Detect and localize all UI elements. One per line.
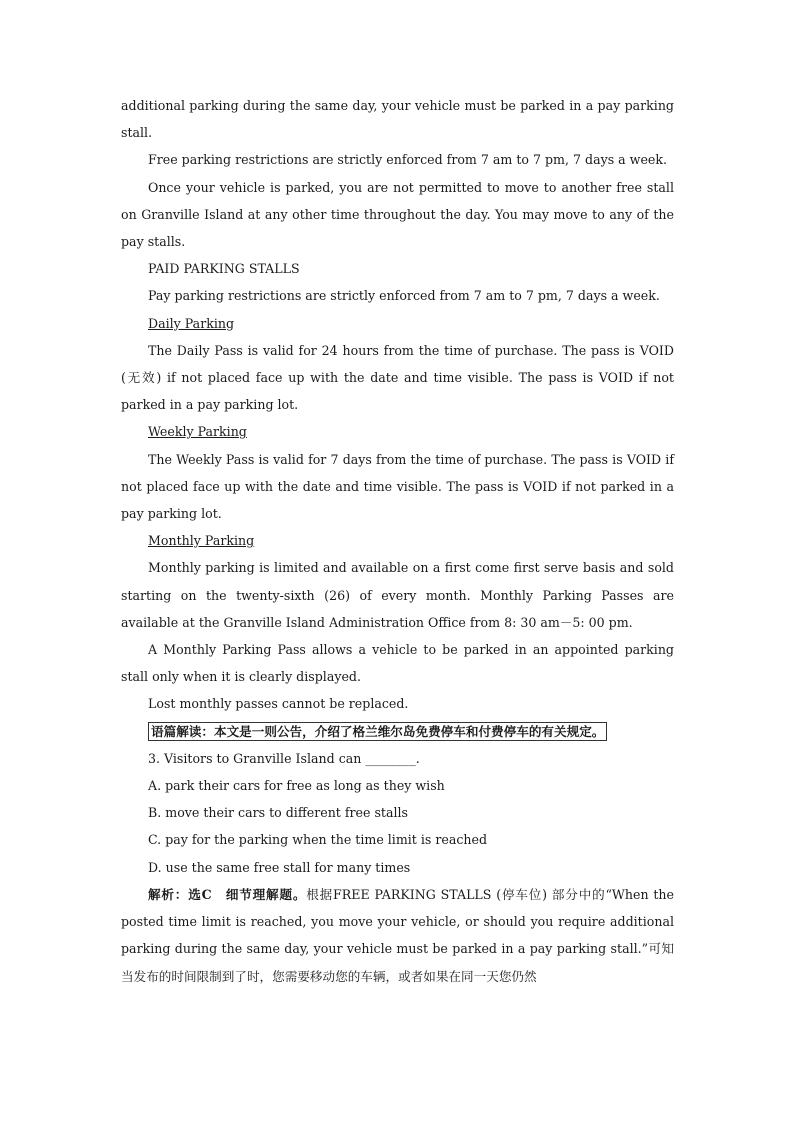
analysis-paragraph — [121, 881, 674, 990]
discourse-note-line — [121, 718, 674, 745]
heading-daily-parking — [121, 310, 674, 337]
question-option-b: B. move their cars to different free stalls — [148, 805, 409, 821]
question-option-c: C. pay for the parking when the time limit is reached — [148, 832, 488, 848]
question-option-a: A. park their cars for free as long as they wish — [148, 778, 445, 794]
analysis-text: 根据FREE PARKING STALLS (停车位) 部分中的“When the posted time limit is reached, you move your vehicle, or should you require additional parking during the same day, your vehicle must be parked in a pay parking stall.”可知当发布的时间限制到了时，您需要移动您的车辆，或者如果在同一天您仍然 — [121, 886, 674, 984]
heading-weekly-parking — [121, 418, 674, 445]
heading-monthly-parking — [121, 527, 674, 554]
paragraph-lost-passes: Lost monthly passes cannot be replaced. — [148, 696, 409, 712]
heading-daily-parking-text: Daily Parking — [148, 315, 235, 331]
paragraph-move-stall: Once your vehicle is parked, you are not permitted to move to another free stall on Granville Island at any other time throughout the day. You may move to any of the pay stalls. — [121, 179, 674, 250]
heading-monthly-parking-text: Monthly Parking — [148, 533, 255, 549]
paragraph-monthly-pass: A Monthly Parking Pass allows a vehicle to be parked in an appointed parking stall only when it is clearly displayed. — [121, 642, 674, 685]
paragraph-monthly-parking: Monthly parking is limited and available on a first come first serve basis and sold starting on the twenty-sixth (26) of every month. Monthly Parking Passes are available at the Granville Island Administration Office from 8: 30 am－5: 00 pm. — [121, 560, 674, 630]
analysis-label: 解析：选C 细节理解题。 — [148, 886, 307, 902]
discourse-note: 语篇解读：本文是一则公告，介绍了格兰维尔岛免费停车和付费停车的有关规定。 — [148, 722, 607, 741]
question-stem: 3. Visitors to Granville Island can ________. — [148, 750, 420, 766]
paragraph-daily-pass: The Daily Pass is valid for 24 hours from the time of purchase. The pass is VOID (无效) if not placed face up with the date and time visible. The pass is VOID if not parked in a pay parking lot. — [121, 342, 674, 413]
paragraph-continued: additional parking during the same day, your vehicle must be parked in a pay parking stall. — [121, 98, 674, 141]
heading-weekly-parking-text: Weekly Parking — [148, 424, 247, 440]
paragraph-weekly-pass: The Weekly Pass is valid for 7 days from the time of purchase. The pass is VOID if not placed face up with the date and time visible. The pass is VOID if not parked in a pay parking lot. — [121, 451, 674, 522]
question-option-d: D. use the same free stall for many times — [148, 859, 411, 875]
heading-paid-parking: PAID PARKING STALLS — [148, 261, 300, 277]
paragraph-free-restrictions: Free parking restrictions are strictly enforced from 7 am to 7 pm, 7 days a week. — [148, 152, 668, 168]
paragraph-pay-restrictions: Pay parking restrictions are strictly enforced from 7 am to 7 pm, 7 days a week. — [148, 288, 660, 304]
